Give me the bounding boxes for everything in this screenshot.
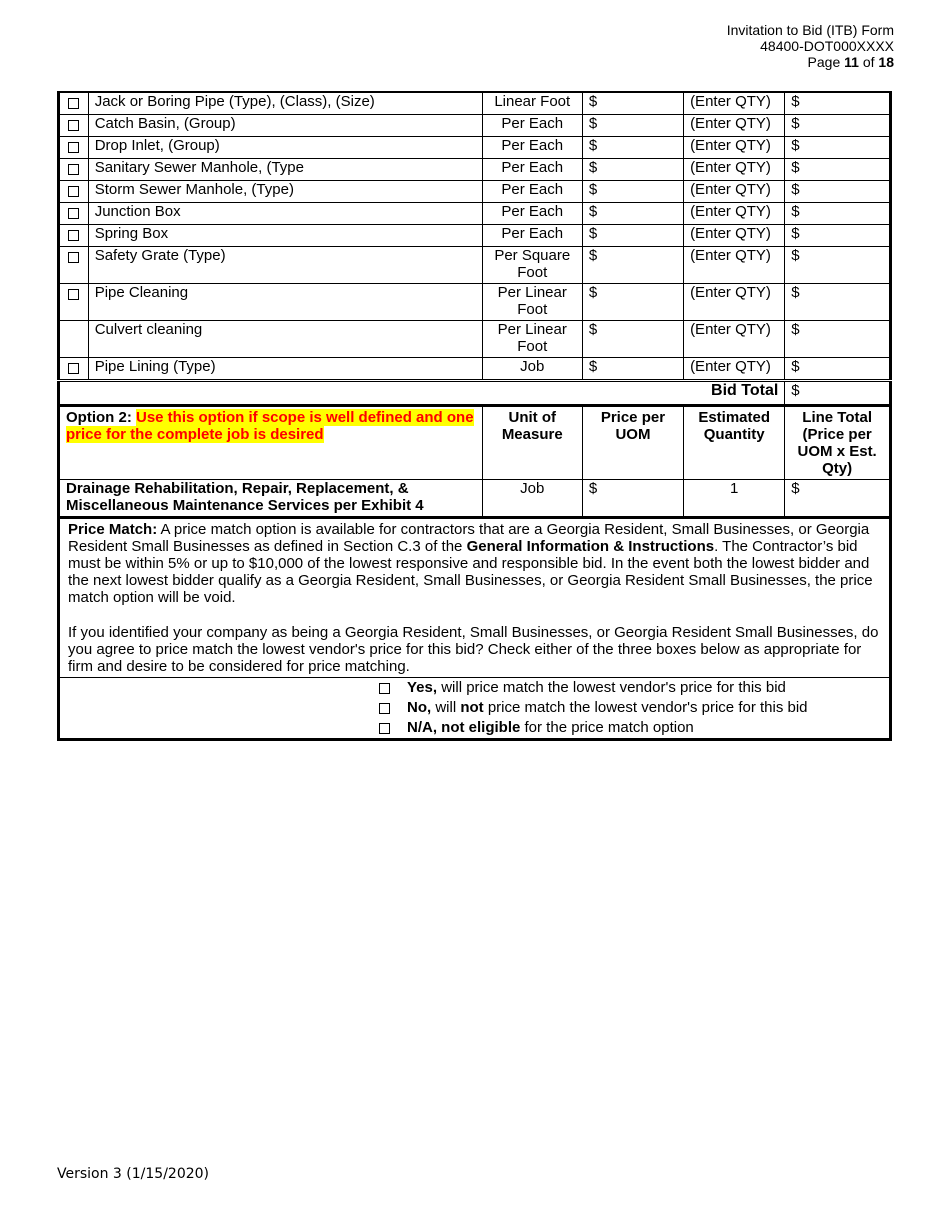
item-price[interactable]: $ <box>582 159 683 181</box>
item-price[interactable]: $ <box>582 115 683 137</box>
item-row <box>59 92 891 115</box>
item-line-total[interactable]: $ <box>785 115 891 137</box>
item-row <box>59 284 891 321</box>
item-checkbox-cell <box>59 247 89 284</box>
item-uom: Per Each <box>482 203 582 225</box>
item-checkbox-cell <box>59 321 89 358</box>
item-qty[interactable]: (Enter QTY) <box>684 203 785 225</box>
item-line-total[interactable]: $ <box>785 247 891 284</box>
item-description: Junction Box <box>88 203 482 225</box>
item-description: Sanitary Sewer Manhole, (Type <box>88 159 482 181</box>
item-line-total[interactable]: $ <box>785 358 891 381</box>
item-checkbox[interactable] <box>68 230 79 241</box>
item-line-total[interactable]: $ <box>785 203 891 225</box>
item-line-total[interactable]: $ <box>785 181 891 203</box>
item-uom: Per Each <box>482 181 582 203</box>
item-qty[interactable]: (Enter QTY) <box>684 225 785 247</box>
item-uom-line2: Foot <box>517 301 548 318</box>
item-uom <box>482 321 582 358</box>
item-checkbox-cell <box>59 358 89 381</box>
price-match-options <box>59 678 891 740</box>
item-price[interactable]: $ <box>582 137 683 159</box>
item-line-total[interactable]: $ <box>785 159 891 181</box>
item-checkbox[interactable] <box>68 98 79 109</box>
form-number: 48400-DOT000XXXX <box>760 38 894 54</box>
item-checkbox-cell <box>59 181 89 203</box>
checkbox-yes[interactable] <box>379 683 390 694</box>
item-uom-line1: Per Square <box>494 247 571 264</box>
item-description: Jack or Boring Pipe (Type), (Class), (Size) <box>88 92 482 115</box>
item-uom: Per Each <box>482 225 582 247</box>
option2-item-total[interactable]: $ <box>785 480 891 518</box>
item-row <box>59 203 891 225</box>
item-uom: Job <box>482 358 582 381</box>
item-row <box>59 358 891 381</box>
item-qty[interactable]: (Enter QTY) <box>684 321 785 358</box>
col-header-qty: Estimated Quantity <box>684 406 785 480</box>
item-checkbox-cell <box>59 284 89 321</box>
item-checkbox[interactable] <box>68 208 79 219</box>
price-match-text <box>59 518 891 678</box>
item-checkbox-cell <box>59 203 89 225</box>
version-footer: Version 3 (1/15/2020) <box>57 1166 209 1182</box>
col-header-uom: Unit of Measure <box>482 406 582 480</box>
item-row <box>59 181 891 203</box>
option2-item-qty: 1 <box>684 480 785 518</box>
bid-total-row <box>59 381 891 406</box>
bid-total-label: Bid Total <box>59 381 785 406</box>
item-checkbox[interactable] <box>68 164 79 175</box>
item-checkbox[interactable] <box>68 142 79 153</box>
item-qty[interactable]: (Enter QTY) <box>684 358 785 381</box>
option2-title: Option 2: Use this option if scope is well defined and one price for the complete job is desired <box>59 406 483 480</box>
bid-total-value[interactable]: $ <box>785 381 891 406</box>
col-header-price: Price per UOM <box>582 406 683 480</box>
option-no[interactable]: No, will not price match the lowest vendor's price for this bid <box>60 698 889 718</box>
item-checkbox[interactable] <box>68 289 79 300</box>
option2-item-row <box>59 480 891 518</box>
item-description: Safety Grate (Type) <box>88 247 482 284</box>
item-uom: Per Each <box>482 159 582 181</box>
item-price[interactable]: $ <box>582 358 683 381</box>
item-checkbox-cell <box>59 115 89 137</box>
item-price[interactable]: $ <box>582 247 683 284</box>
item-qty[interactable]: (Enter QTY) <box>684 92 785 115</box>
bid-table <box>57 91 892 741</box>
price-match-options-row <box>59 678 891 740</box>
option2-highlight: Use this option if scope is well defined and one price for the complete job is desired <box>66 409 474 443</box>
item-qty[interactable]: (Enter QTY) <box>684 284 785 321</box>
item-row <box>59 159 891 181</box>
item-row <box>59 247 891 284</box>
item-line-total[interactable]: $ <box>785 137 891 159</box>
item-qty[interactable]: (Enter QTY) <box>684 137 785 159</box>
item-uom: Per Each <box>482 137 582 159</box>
option-na[interactable]: N/A, not eligible for the price match option <box>60 718 889 738</box>
item-uom-line2: Foot <box>517 338 548 355</box>
item-uom: Linear Foot <box>482 92 582 115</box>
price-match-question: If you identified your company as being a Georgia Resident, Small Businesses, or Georgia Resident Small Businesses, do you agree to price match the lowest vendor's price for this bid? Check either of the three boxes below as appropriate for firm and desire to be considered for price matching. <box>68 624 879 675</box>
item-row <box>59 225 891 247</box>
item-line-total[interactable]: $ <box>785 284 891 321</box>
form-title: Invitation to Bid (ITB) Form <box>726 22 894 38</box>
item-description: Drop Inlet, (Group) <box>88 137 482 159</box>
item-description: Catch Basin, (Group) <box>88 115 482 137</box>
item-checkbox[interactable] <box>68 252 79 263</box>
option2-item-uom: Job <box>482 480 582 518</box>
item-row <box>59 115 891 137</box>
item-checkbox-cell <box>59 159 89 181</box>
price-match-paragraph: Price Match: A price match option is available for contractors that are a Georgia Resident, Small Businesses, or Georgia Resident Small Businesses as defined in Section C.3 of the General Information & Instructions. The Contractor’s bid must be within 5% or up to $10,000 of the lowest responsive and responsible bid. In the event both the lowest bidder and the next lowest bidder qualify as a Georgia Resident, Small Businesses, or Georgia Resident Small Businesses, the price match option will be void. <box>68 521 873 606</box>
item-line-total[interactable]: $ <box>785 92 891 115</box>
option-yes[interactable]: Yes, will price match the lowest vendor's price for this bid <box>60 678 889 698</box>
item-line-total[interactable]: $ <box>785 321 891 358</box>
item-uom-line1: Per Linear <box>497 284 567 301</box>
option2-header-row <box>59 406 891 480</box>
item-qty[interactable]: (Enter QTY) <box>684 159 785 181</box>
item-checkbox-cell <box>59 92 89 115</box>
item-description: Pipe Lining (Type) <box>88 358 482 381</box>
option2-item-price[interactable]: $ <box>582 480 683 518</box>
item-uom <box>482 247 582 284</box>
item-line-total[interactable]: $ <box>785 225 891 247</box>
item-uom: Per Each <box>482 115 582 137</box>
item-price[interactable]: $ <box>582 181 683 203</box>
item-description: Spring Box <box>88 225 482 247</box>
item-qty[interactable]: (Enter QTY) <box>684 181 785 203</box>
item-price[interactable]: $ <box>582 321 683 358</box>
item-qty[interactable]: (Enter QTY) <box>684 115 785 137</box>
page-header <box>727 22 894 70</box>
item-uom <box>482 284 582 321</box>
item-price[interactable]: $ <box>582 203 683 225</box>
item-description: Pipe Cleaning <box>88 284 482 321</box>
item-checkbox-cell <box>59 225 89 247</box>
item-description: Storm Sewer Manhole, (Type) <box>88 181 482 203</box>
item-checkbox[interactable] <box>68 363 79 374</box>
checkbox-no[interactable] <box>379 703 390 714</box>
item-row <box>59 321 891 358</box>
item-uom-line1: Per Linear <box>497 321 567 338</box>
item-description: Culvert cleaning <box>88 321 482 358</box>
item-row <box>59 137 891 159</box>
item-uom-line2: Foot <box>517 264 548 281</box>
item-price[interactable]: $ <box>582 225 683 247</box>
item-price[interactable]: $ <box>582 92 683 115</box>
item-checkbox[interactable] <box>68 186 79 197</box>
price-match-row <box>59 518 891 678</box>
item-qty[interactable]: (Enter QTY) <box>684 247 785 284</box>
item-checkbox[interactable] <box>68 120 79 131</box>
checkbox-na[interactable] <box>379 723 390 734</box>
item-checkbox-cell <box>59 137 89 159</box>
option2-item-desc: Drainage Rehabilitation, Repair, Replacement, & Miscellaneous Maintenance Services per Exhibit 4 <box>59 480 483 518</box>
item-price[interactable]: $ <box>582 284 683 321</box>
page-indicator: Page 11 of 18 <box>807 54 894 70</box>
col-header-total: Line Total (Price per UOM x Est. Qty) <box>785 406 891 480</box>
